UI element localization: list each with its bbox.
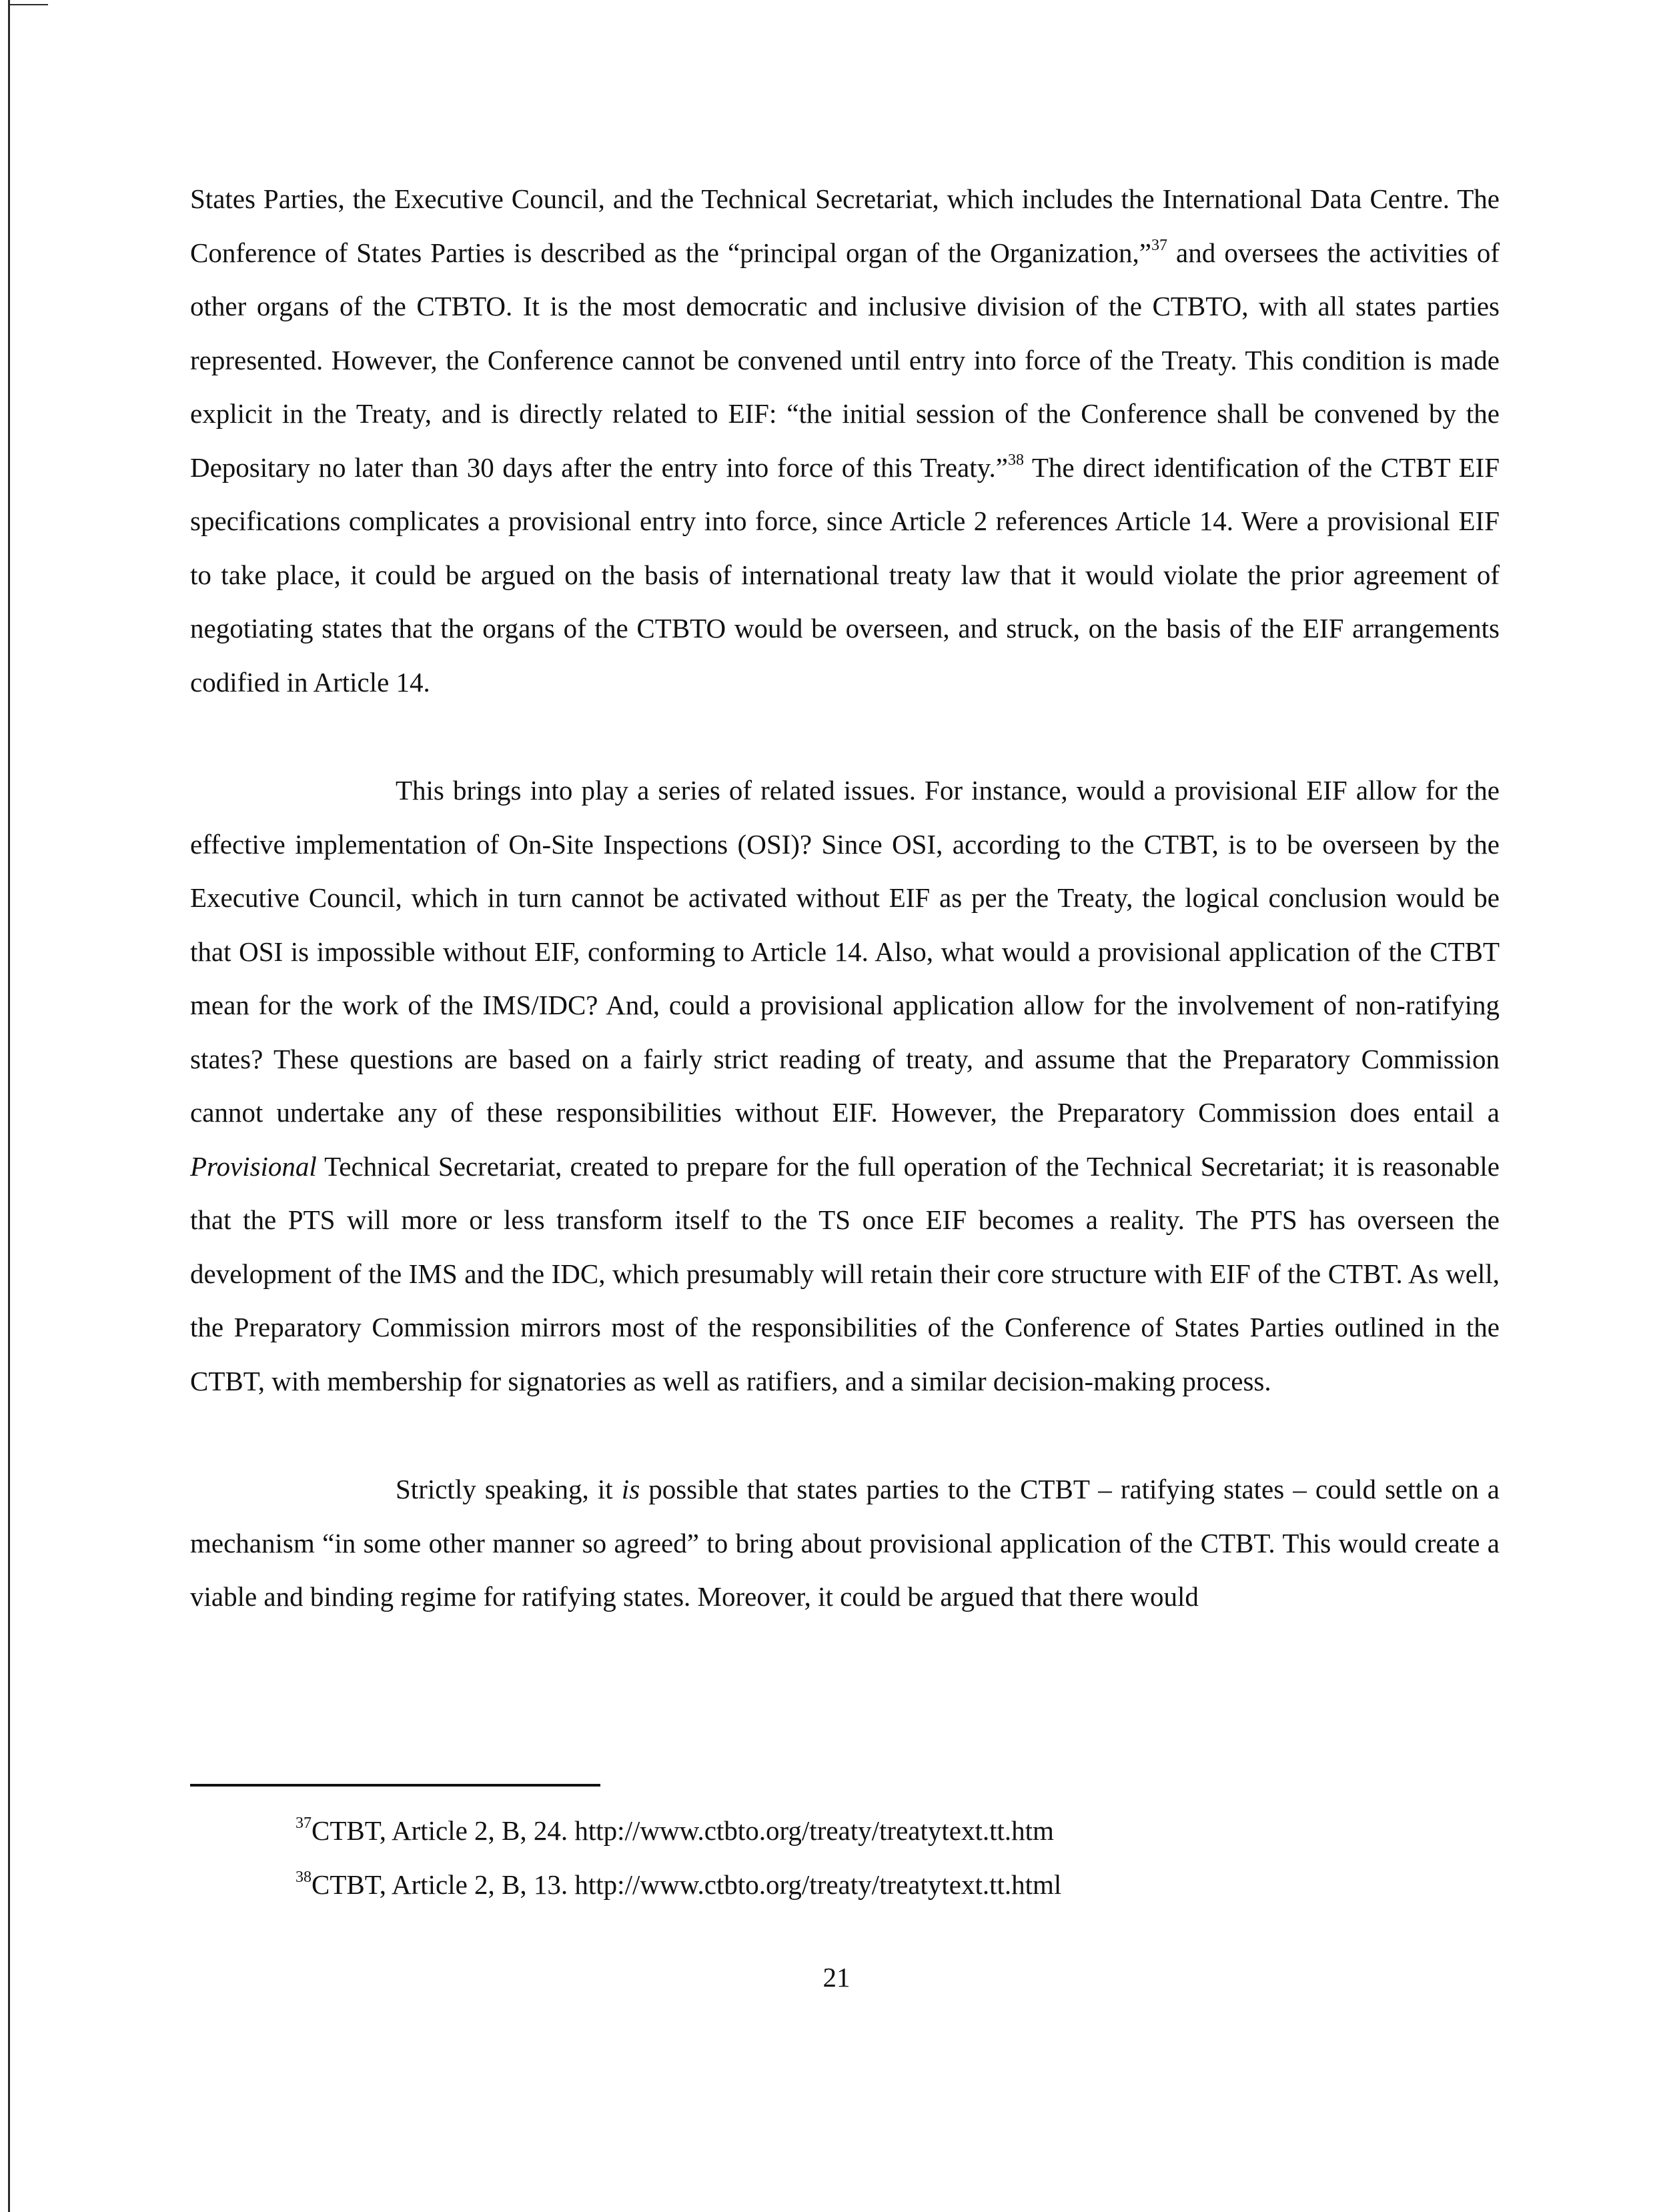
text-run: Technical Secretariat, created to prepare for the full operation of the Technical Secretariat; it is reasonable that the PTS will more or less transform itself to the TS once EIF becomes a reality. The PTS has overseen the development of the IMS and the IDC, which presumably will retain their core structure with EIF of the CTBT. As well, the Preparatory Commission mirrors most of the responsibilities of the Conference of States Parties outlined in the CTBT, with membership for signatories as well as ratifiers, and a similar decision-making process. [190,1150,1500,1396]
footnote-separator [190,1784,600,1787]
body-text [190,172,1500,1624]
footnote-reference: 38 [1007,451,1024,469]
footnote-37 [296,1814,1496,1847]
emphasized-text: is [621,1474,640,1504]
paragraph-gap [190,709,1500,764]
footnote-number: 38 [296,1869,312,1886]
scan-corner-mark [8,4,48,5]
text-run: and oversees the activities of other organs of the CTBTO. It is the most democratic and inclusive division of the CTBTO, with all states parties represented. However, the Conference cannot be convened until entry into force of the Treaty. This condition is made explicit in the Treaty, and is directly related to EIF: “the initial session of the Conference shall be convened by the Depositary no later than 30 days after the entry into force of this Treaty.” [190,237,1500,483]
text-run: States Parties, the Executive Council, and the Technical Secretariat, which includes the International Data Centre. The Conference of States Parties is described as the “principal organ of the Organization,” [190,183,1500,268]
text-run: possible that states parties to the CTBT – ratifying states – could settle on a mechanism “in some other manner so agreed” to bring about provisional application of the CTBT. This would create a viable and binding regime for ratifying states. Moreover, it could be argued that there would [190,1474,1500,1612]
paragraph-3 [190,1462,1500,1624]
scan-edge-line [8,0,10,2212]
footnote-text: CTBT, Article 2, B, 13. http://www.ctbto.org/treaty/treatytext.tt.html [312,1869,1062,1900]
page-number: 21 [822,1962,851,1993]
paragraph-1 [190,172,1500,709]
paragraph-gap [190,1408,1500,1462]
text-run: This brings into play a series of related issues. For instance, would a provisional EIF allow for the effective implementation of On-Site Inspections (OSI)? Since OSI, according to the CTBT, is to be overseen by the Executive Council, which in turn cannot be activated without EIF as per the Treaty, the logical conclusion would be that OSI is impossible without EIF, conforming to Article 14. Also, what would a provisional application of the CTBT mean for the work of the IMS/IDC? And, could a provisional application allow for the involvement of non-ratifying states? These questions are based on a fairly strict reading of treaty, and assume that the Preparatory Commission cannot undertake any of these responsibilities without EIF. However, the Preparatory Commission does entail a [190,775,1500,1128]
footnote-number: 37 [296,1815,312,1832]
emphasized-text: Provisional [190,1150,317,1182]
paragraph-2 [190,764,1500,1408]
footnote-reference: 37 [1151,236,1167,254]
text-run: Strictly speaking, it [396,1474,622,1504]
footnotes [296,1814,1496,1922]
footnote-text: CTBT, Article 2, B, 24. http://www.ctbto.org/treaty/treatytext.tt.htm [312,1815,1054,1846]
text-run: The direct identification of the CTBT EIF specifications complicates a provisional entry into force, since Article 2 references Article 14. Were a provisional EIF to take place, it could be argued on the basis of international treaty law that it would violate the prior agreement of negotiating states that the organs of the CTBTO would be overseen, and struck, on the basis of the EIF arrangements codified in Article 14. [190,451,1500,698]
footnote-38 [296,1868,1496,1901]
